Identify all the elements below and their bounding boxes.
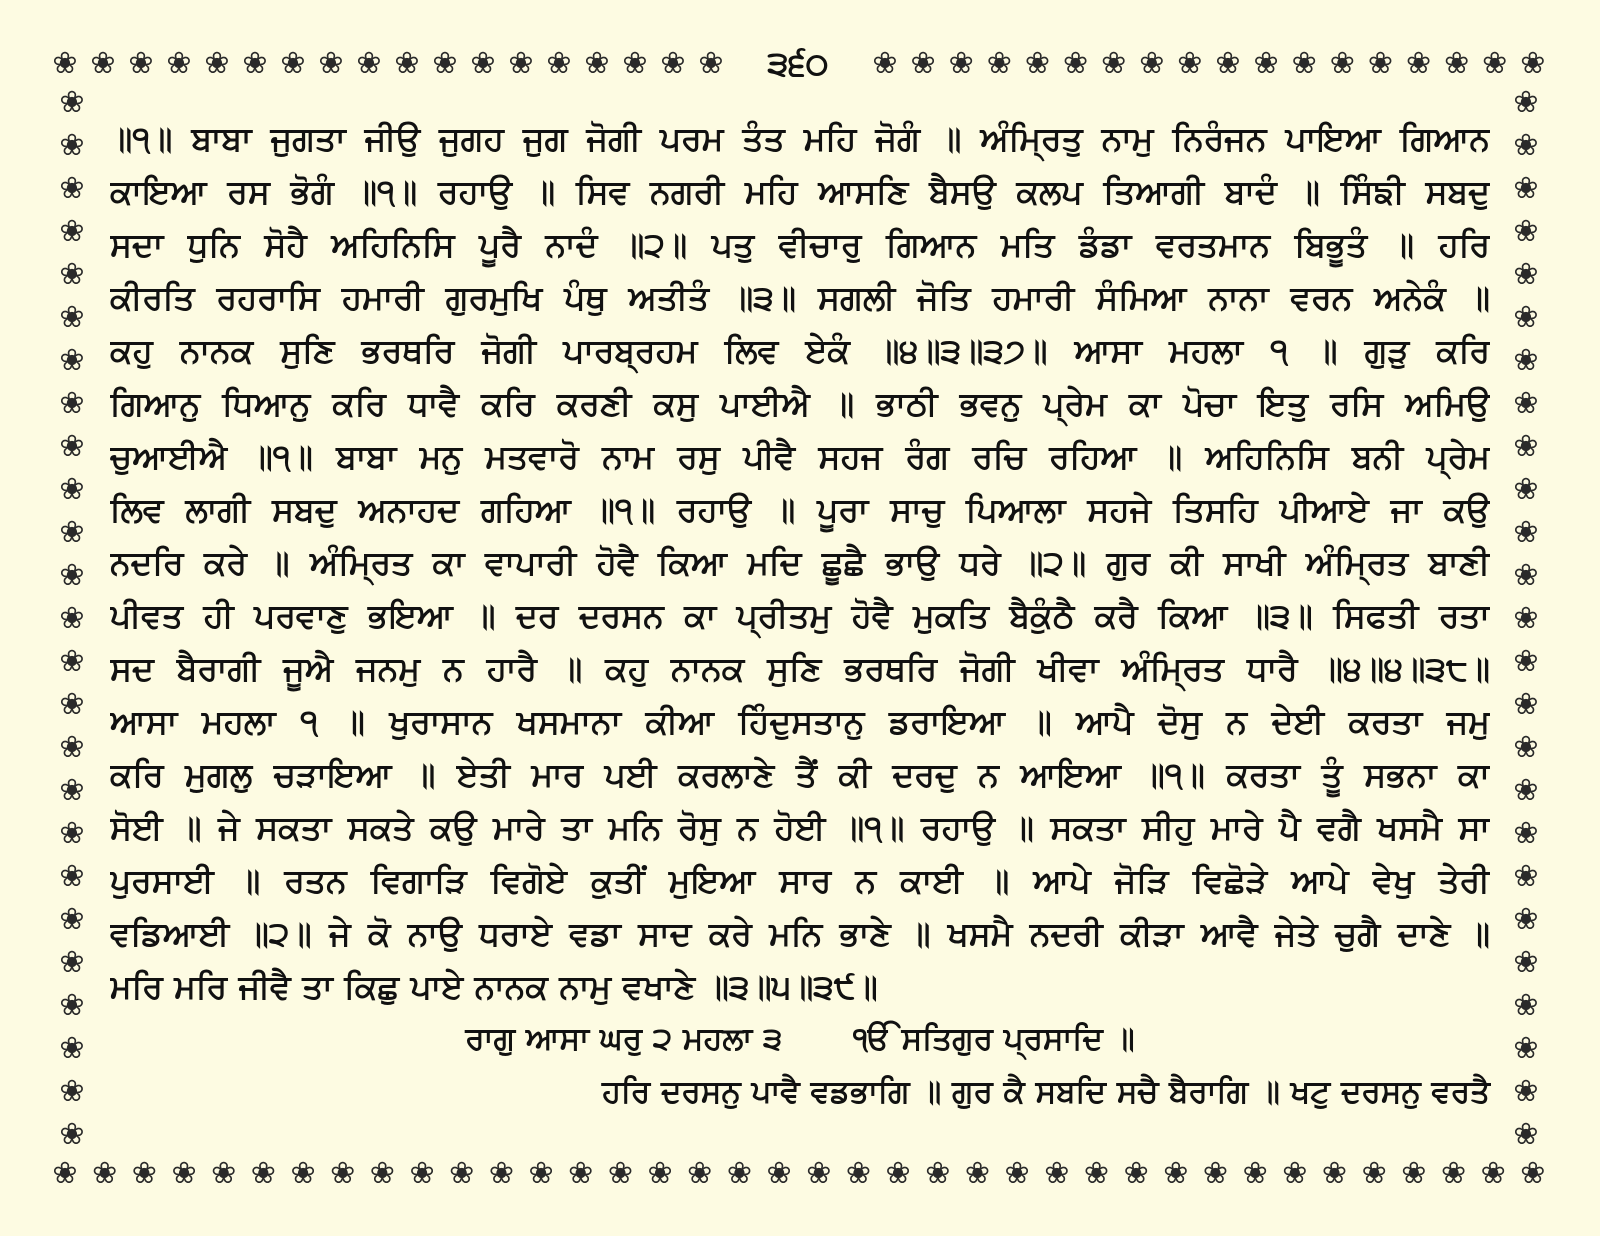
flower-ornament-icon: ❀	[59, 902, 85, 937]
verse-line: ਕਹੁ ਨਾਨਕ ਸੁਣਿ ਭਰਥਰਿ ਜੋਗੀ ਪਾਰਬ੍ਰਹਮ ਲਿਵ ਏਕੰ ॥੪॥੩॥੩੭॥ ਆਸਾ ਮਹਲਾ ੧ ॥ ਗੁੜੁ ਕਰਿ	[110, 331, 1490, 370]
flower-ornament-icon: ❀	[59, 515, 85, 550]
flower-ornament-icon: ❀	[449, 1156, 475, 1191]
flower-ornament-icon: ❀	[964, 1156, 991, 1191]
page-number: ੩੬੦	[767, 44, 829, 84]
flower-ornament-icon: ❀	[1440, 1156, 1467, 1191]
flower-ornament-icon: ❀	[1215, 46, 1241, 81]
flower-ornament-icon: ❀	[59, 1074, 85, 1109]
flower-ornament-icon: ❀	[432, 46, 458, 81]
flower-ornament-icon: ❀	[211, 1156, 237, 1191]
flower-ornament-icon: ❀	[59, 386, 85, 421]
verse-line: ਚੁਆਈਐ ॥੧॥ ਬਾਬਾ ਮਨੁ ਮਤਵਾਰੋ ਨਾਮ ਰਸੁ ਪੀਵੈ ਸਹਜ ਰੰਗ ਰਚਿ ਰਹਿਆ ॥ ਅਹਿਨਿਸਿ ਬਨੀ ਪ੍ਰੇਮ	[110, 437, 1490, 476]
floral-border-left	[48, 85, 96, 1152]
flower-ornament-icon: ❀	[59, 988, 85, 1023]
flower-ornament-icon: ❀	[1444, 46, 1470, 81]
flower-ornament-icon: ❀	[1321, 1156, 1348, 1191]
flower-ornament-icon: ❀	[698, 46, 724, 81]
flower-ornament-icon: ❀	[59, 300, 85, 335]
flower-ornament-icon: ❀	[1367, 46, 1393, 81]
flower-ornament-icon: ❀	[59, 859, 85, 894]
flower-ornament-icon: ❀	[59, 816, 85, 851]
flower-ornament-icon: ❀	[1163, 1156, 1189, 1191]
verse-line: ਗਿਆਨੁ ਧਿਆਨੁ ਕਰਿ ਧਾਵੈ ਕਰਿ ਕਰਣੀ ਕਸੁ ਪਾਈਐ ॥ ਭਾਠੀ ਭਵਨੁ ਪ੍ਰੇਮ ਕਾ ਪੋਚਾ ਇਤੁ ਰਸਿ ਅਮਿਉ	[110, 384, 1490, 423]
flower-ornament-icon: ❀	[1291, 46, 1317, 81]
flower-ornament-icon: ❀	[90, 46, 116, 81]
flower-ornament-icon: ❀	[59, 1031, 85, 1066]
flower-ornament-icon: ❀	[1202, 1156, 1229, 1191]
raag-heading	[110, 1013, 1490, 1066]
flower-ornament-icon: ❀	[1513, 773, 1539, 808]
flower-ornament-icon: ❀	[622, 46, 648, 81]
verse-line: ਸਦ ਬੈਰਾਗੀ ਜੂਐ ਜਨਮੁ ਨ ਹਾਰੈ ॥ ਕਹੁ ਨਾਨਕ ਸੁਣਿ ਭਰਥਰਿ ਜੋਗੀ ਖੀਵਾ ਅੰਮ੍ਰਿਤ ਧਾਰੈ ॥੪॥੪॥੩੮॥	[110, 649, 1490, 688]
flower-ornament-icon: ❀	[1513, 859, 1539, 894]
flower-ornament-icon: ❀	[1513, 386, 1539, 421]
flower-ornament-icon: ❀	[528, 1156, 554, 1191]
flower-ornament-icon: ❀	[369, 1156, 395, 1191]
flower-ornament-icon: ❀	[330, 1156, 356, 1191]
flower-ornament-icon: ❀	[59, 128, 85, 163]
flower-ornament-icon: ❀	[1513, 1031, 1539, 1066]
flower-ornament-icon: ❀	[1513, 945, 1539, 980]
flower-ornament-icon: ❀	[687, 1156, 713, 1191]
flower-ornament-icon: ❀	[280, 46, 306, 81]
flower-ornament-icon: ❀	[1513, 257, 1539, 292]
flower-ornament-icon: ❀	[128, 46, 154, 81]
mool-mantar-heading: ੴ ਸਤਿਗੁਰ ਪ੍ਰਸਾਦਿ ॥	[853, 1021, 1135, 1057]
flower-ornament-icon: ❀	[806, 1156, 832, 1191]
flower-ornament-icon: ❀	[1480, 1156, 1506, 1191]
flower-ornament-icon: ❀	[59, 773, 85, 808]
flower-ornament-icon: ❀	[584, 46, 610, 81]
flower-ornament-icon: ❀	[910, 46, 936, 81]
flower-ornament-icon: ❀	[1024, 46, 1050, 81]
flower-ornament-icon: ❀	[59, 558, 85, 593]
flower-ornament-icon: ❀	[1513, 343, 1539, 378]
flower-ornament-icon: ❀	[766, 1156, 792, 1191]
flower-ornament-icon: ❀	[872, 46, 898, 81]
flower-ornament-icon: ❀	[59, 687, 85, 722]
flower-ornament-icon: ❀	[59, 171, 85, 206]
flower-ornament-icon: ❀	[1282, 1156, 1308, 1191]
flower-ornament-icon: ❀	[250, 1156, 276, 1191]
flower-ornament-icon: ❀	[546, 46, 572, 81]
verse-line: ਕਾਇਆ ਰਸ ਭੋਗੰ ॥੧॥ ਰਹਾਉ ॥ ਸਿਵ ਨਗਰੀ ਮਹਿ ਆਸਣਿ ਬੈਸਉ ਕਲਪ ਤਿਆਗੀ ਬਾਦੰ ॥ ਸਿੰਙੀ ਸਬਦੁ	[110, 172, 1490, 211]
flower-ornament-icon: ❀	[1177, 46, 1203, 81]
flower-ornament-icon: ❀	[1513, 85, 1539, 120]
verse-line: ਪੀਵਤ ਹੀ ਪਰਵਾਣੁ ਭਇਆ ॥ ਦਰ ਦਰਸਨ ਕਾ ਪ੍ਰੀਤਮੁ ਹੋਵੈ ਮੁਕਤਿ ਬੈਕੁੰਠੈ ਕਰੈ ਕਿਆ ॥੩॥ ਸਿਫਤੀ ਰਤਾ	[110, 596, 1490, 635]
flower-ornament-icon: ❀	[59, 644, 85, 679]
flower-ornament-icon: ❀	[1329, 46, 1355, 81]
flower-ornament-icon: ❀	[52, 1156, 78, 1191]
floral-border-top-right	[868, 40, 1550, 88]
flower-ornament-icon: ❀	[242, 46, 268, 81]
flower-ornament-icon: ❀	[1513, 988, 1539, 1023]
flower-ornament-icon: ❀	[885, 1156, 911, 1191]
flower-ornament-icon: ❀	[647, 1156, 673, 1191]
flower-ornament-icon: ❀	[171, 1156, 197, 1191]
floral-border-right	[1502, 85, 1550, 1152]
verse-text-block	[110, 112, 1490, 1152]
flower-ornament-icon: ❀	[1513, 687, 1539, 722]
flower-ornament-icon: ❀	[660, 46, 686, 81]
flower-ornament-icon: ❀	[1101, 46, 1127, 81]
verse-line: ਕੀਰਤਿ ਰਹਰਾਸਿ ਹਮਾਰੀ ਗੁਰਮੁਖਿ ਪੰਥੁ ਅਤੀਤੰ ॥੩॥ ਸਗਲੀ ਜੋਤਿ ਹਮਾਰੀ ਸੰਮਿਆ ਨਾਨਾ ਵਰਨ ਅਨੇਕੰ ॥	[110, 278, 1490, 317]
verse-line: ਮਰਿ ਮਰਿ ਜੀਵੈ ਤਾ ਕਿਛੁ ਪਾਏ ਨਾਨਕ ਨਾਮੁ ਵਖਾਣੇ ॥੩॥੫॥੩੯॥	[110, 967, 878, 1006]
flower-ornament-icon: ❀	[356, 46, 382, 81]
flower-ornament-icon: ❀	[1139, 46, 1165, 81]
flower-ornament-icon: ❀	[1520, 46, 1546, 81]
flower-ornament-icon: ❀	[59, 601, 85, 636]
flower-ornament-icon: ❀	[59, 257, 85, 292]
flower-ornament-icon: ❀	[1513, 1117, 1539, 1152]
flower-ornament-icon: ❀	[1513, 128, 1539, 163]
flower-ornament-icon: ❀	[52, 46, 78, 81]
flower-ornament-icon: ❀	[986, 46, 1012, 81]
flower-ornament-icon: ❀	[1242, 1156, 1268, 1191]
flower-ornament-icon: ❀	[568, 1156, 594, 1191]
flower-ornament-icon: ❀	[607, 1156, 633, 1191]
flower-ornament-icon: ❀	[1513, 558, 1539, 593]
flower-ornament-icon: ❀	[318, 46, 344, 81]
verse-line: ਸਦਾ ਧੁਨਿ ਸੋਹੈ ਅਹਿਨਿਸਿ ਪੂਰੈ ਨਾਦੰ ॥੨॥ ਪਤੁ ਵੀਚਾਰੁ ਗਿਆਨ ਮਤਿ ਡੰਡਾ ਵਰਤਮਾਨ ਬਿਭੂਤੰ ॥ ਹਰਿ	[110, 225, 1490, 264]
flower-ornament-icon: ❀	[1513, 730, 1539, 765]
flower-ornament-icon: ❀	[1513, 601, 1539, 636]
flower-ornament-icon: ❀	[394, 46, 420, 81]
floral-border-top-left	[48, 40, 728, 88]
flower-ornament-icon: ❀	[1044, 1156, 1070, 1191]
flower-ornament-icon: ❀	[59, 343, 85, 378]
flower-ornament-icon: ❀	[1123, 1156, 1149, 1191]
flower-ornament-icon: ❀	[92, 1156, 118, 1191]
raag-heading-title: ਰਾਗੁ ਆਸਾ ਘਰੁ ੨ ਮਹਲਾ ੩	[465, 1021, 783, 1057]
flower-ornament-icon: ❀	[925, 1156, 951, 1191]
flower-ornament-icon: ❀	[845, 1156, 871, 1191]
flower-ornament-icon: ❀	[1513, 472, 1539, 507]
flower-ornament-icon: ❀	[1482, 46, 1508, 81]
verse-line: ਆਸਾ ਮਹਲਾ ੧ ॥ ਖੁਰਾਸਾਨ ਖਸਮਾਨਾ ਕੀਆ ਹਿੰਦੁਸਤਾਨੁ ਡਰਾਇਆ ॥ ਆਪੈ ਦੋਸੁ ਨ ਦੇਈ ਕਰਤਾ ਜਮੁ	[110, 702, 1490, 741]
flower-ornament-icon: ❀	[409, 1156, 435, 1191]
flower-ornament-icon: ❀	[508, 46, 534, 81]
verse-line-final: ਹਰਿ ਦਰਸਨੁ ਪਾਵੈ ਵਡਭਾਗਿ ॥ ਗੁਰ ਕੈ ਸਬਦਿ ਸਚੈ ਬੈਰਾਗਿ ॥ ਖਟੁ ਦਰਸਨੁ ਵਰਤੈ	[601, 1074, 1490, 1110]
verse-line: ਨਦਰਿ ਕਰੇ ॥ ਅੰਮ੍ਰਿਤ ਕਾ ਵਾਪਾਰੀ ਹੋਵੈ ਕਿਆ ਮਦਿ ਛੂਛੈ ਭਾਉ ਧਰੇ ॥੨॥ ਗੁਰ ਕੀ ਸਾਖੀ ਅੰਮ੍ਰਿਤ ਬਾਣੀ	[110, 543, 1490, 582]
flower-ornament-icon: ❀	[1513, 429, 1539, 464]
verse-line: ਲਿਵ ਲਾਗੀ ਸਬਦੁ ਅਨਾਹਦ ਗਹਿਆ ॥੧॥ ਰਹਾਉ ॥ ਪੂਰਾ ਸਾਚੁ ਪਿਆਲਾ ਸਹਜੇ ਤਿਸਹਿ ਪੀਆਏ ਜਾ ਕਉ	[110, 490, 1490, 529]
flower-ornament-icon: ❀	[166, 46, 192, 81]
flower-ornament-icon: ❀	[59, 429, 85, 464]
verse-line: ਸੋਈ ॥ ਜੇ ਸਕਤਾ ਸਕਤੇ ਕਉ ਮਾਰੇ ਤਾ ਮਨਿ ਰੋਸੁ ਨ ਹੋਈ ॥੧॥ ਰਹਾਉ ॥ ਸਕਤਾ ਸੀਹੁ ਮਾਰੇ ਪੈ ਵਗੈ ਖਸਮੈ ਸਾ	[110, 808, 1490, 847]
flower-ornament-icon: ❀	[488, 1156, 514, 1191]
flower-ornament-icon: ❀	[1513, 171, 1539, 206]
flower-ornament-icon: ❀	[1513, 902, 1539, 937]
flower-ornament-icon: ❀	[1083, 1156, 1110, 1191]
flower-ornament-icon: ❀	[1513, 300, 1539, 335]
flower-ornament-icon: ❀	[1361, 1156, 1387, 1191]
flower-ornament-icon: ❀	[1401, 1156, 1427, 1191]
flower-ornament-icon: ❀	[59, 945, 85, 980]
flower-ornament-icon: ❀	[1062, 46, 1089, 81]
flower-ornament-icon: ❀	[1520, 1156, 1546, 1191]
flower-ornament-icon: ❀	[59, 214, 85, 249]
flower-ornament-icon: ❀	[948, 46, 974, 81]
flower-ornament-icon: ❀	[204, 46, 230, 81]
flower-ornament-icon: ❀	[726, 1156, 752, 1191]
flower-ornament-icon: ❀	[1513, 816, 1539, 851]
verse-line: ਪੁਰਸਾਈ ॥ ਰਤਨ ਵਿਗਾੜਿ ਵਿਗੋਏ ਕੁਤੀਂ ਮੁਇਆ ਸਾਰ ਨ ਕਾਈ ॥ ਆਪੇ ਜੋੜਿ ਵਿਛੋੜੇ ਆਪੇ ਵੇਖੁ ਤੇਰੀ	[110, 861, 1490, 900]
flower-ornament-icon: ❀	[1253, 46, 1279, 81]
verse-line: ॥੧॥ ਬਾਬਾ ਜੁਗਤਾ ਜੀਉ ਜੁਗਹ ਜੁਗ ਜੋਗੀ ਪਰਮ ਤੰਤ ਮਹਿ ਜੋਗੰ ॥ ਅੰਮ੍ਰਿਤੁ ਨਾਮੁ ਨਿਰੰਜਨ ਪਾਇਆ ਗਿਆਨ	[110, 119, 1490, 158]
flower-ornament-icon: ❀	[1513, 214, 1539, 249]
verse-line: ਕਰਿ ਮੁਗਲੁ ਚੜਾਇਆ ॥ ਏਤੀ ਮਾਰ ਪਈ ਕਰਲਾਣੇ ਤੈਂ ਕੀ ਦਰਦੁ ਨ ਆਇਆ ॥੧॥ ਕਰਤਾ ਤੂੰ ਸਭਨਾ ਕਾ	[110, 755, 1490, 794]
flower-ornament-icon: ❀	[59, 1117, 85, 1152]
flower-ornament-icon: ❀	[59, 472, 85, 507]
flower-ornament-icon: ❀	[59, 85, 85, 120]
flower-ornament-icon: ❀	[131, 1156, 157, 1191]
flower-ornament-icon: ❀	[1405, 46, 1432, 81]
floral-border-bottom	[48, 1150, 1550, 1198]
flower-ornament-icon: ❀	[1004, 1156, 1030, 1191]
flower-ornament-icon: ❀	[470, 46, 496, 81]
flower-ornament-icon: ❀	[59, 730, 85, 765]
flower-ornament-icon: ❀	[290, 1156, 316, 1191]
verse-line: ਵਡਿਆਈ ॥੨॥ ਜੇ ਕੋ ਨਾਉ ਧਰਾਏ ਵਡਾ ਸਾਦ ਕਰੇ ਮਨਿ ਭਾਣੇ ॥ ਖਸਮੈ ਨਦਰੀ ਕੀੜਾ ਆਵੈ ਜੇਤੇ ਚੁਗੈ ਦਾਣੇ ॥	[110, 914, 1490, 953]
flower-ornament-icon: ❀	[1513, 515, 1539, 550]
flower-ornament-icon: ❀	[1513, 644, 1539, 679]
flower-ornament-icon: ❀	[1513, 1074, 1539, 1109]
